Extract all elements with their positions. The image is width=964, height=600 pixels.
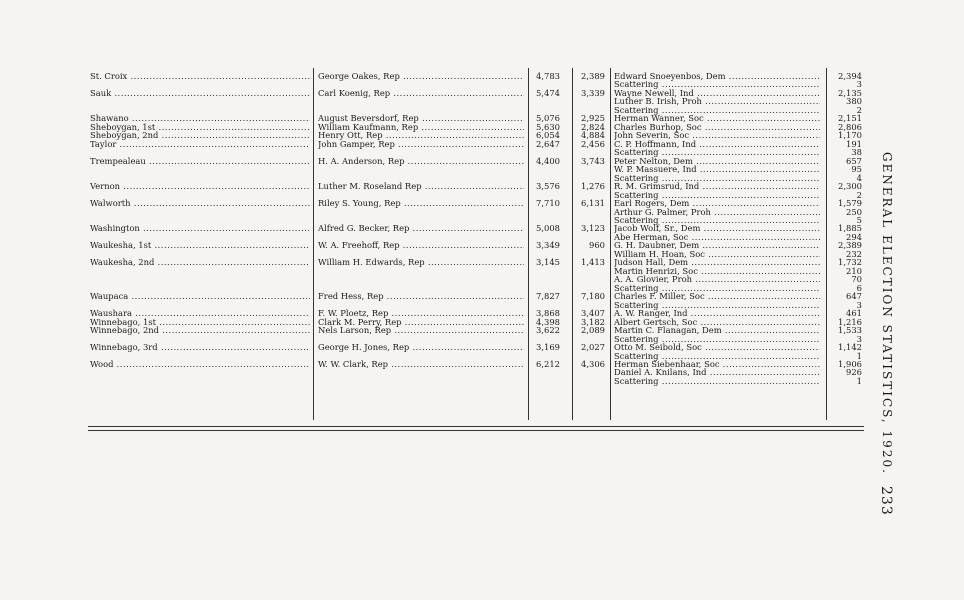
opponent-votes-cell: 1,906 (838, 359, 862, 369)
plurality-cell: 960 (589, 241, 605, 251)
opponent-votes-cell: 2,151 (838, 114, 862, 124)
district-cell: Vernon ..... (90, 182, 310, 191)
winner-cell: Nels Larson, Rep ..... (318, 326, 524, 335)
plurality-cell: 4,884 (581, 131, 605, 141)
opponent-votes-cell: 3 (856, 334, 862, 344)
opponent-cell: Martin Henrizi, Soc ..... (614, 267, 820, 276)
opponent-cell: Scattering ..... (614, 191, 820, 200)
opponent-votes-cell: 5 (856, 215, 862, 225)
opponent-cell: Jacob Wolf, Sr., Dem ..... (614, 224, 820, 233)
opponent-votes-cell: 6 (856, 283, 862, 293)
opponent-votes-cell: 232 (846, 249, 862, 259)
opponent-votes-cell: 4 (856, 173, 862, 183)
opponent-cell: W. P. Massuere, Ind ..... (614, 165, 820, 174)
winner-cell: Fred Hess, Rep ..... (318, 292, 524, 301)
opponent-cell: R. M. Grimsrud, Ind ..... (614, 182, 820, 191)
winner-votes-cell: 5,008 (536, 224, 560, 234)
plurality-cell: 2,089 (581, 326, 605, 336)
winner-cell: F. W. Ploetz, Rep ..... (318, 309, 524, 318)
plurality-cell: 3,407 (581, 309, 605, 319)
district-cell: Waushara ..... (90, 309, 310, 318)
plurality-cell: 2,027 (581, 343, 605, 353)
opponent-cell: Daniel A. Knilans, Ind ..... (614, 368, 820, 377)
plurality-cell: 3,182 (581, 317, 605, 327)
winner-cell: Henry Ott, Rep ..... (318, 131, 524, 140)
plurality-cell: 3,743 (581, 156, 605, 166)
winner-votes-cell: 4,398 (536, 317, 560, 327)
winner-cell: H. A. Anderson, Rep ..... (318, 157, 524, 166)
opponent-cell: Judson Hall, Dem ..... (614, 258, 820, 267)
opponent-votes-cell: 1 (856, 351, 862, 361)
opponent-cell: Herman Wanner, Soc ..... (614, 114, 820, 123)
district-cell: Winnebago, 2nd ..... (90, 326, 310, 335)
winner-cell: August Beversdorf, Rep ..... (318, 114, 524, 123)
opponent-votes-cell: 2,394 (838, 72, 862, 81)
opponent-cell: Earl Rogers, Dem ..... (614, 199, 820, 208)
district-cell: Sheboygan, 1st ..... (90, 123, 310, 132)
opponent-votes-cell: 3 (856, 300, 862, 310)
opponent-cell: Scattering ..... (614, 80, 820, 89)
plurality-cell: 2,456 (581, 139, 605, 149)
opponent-votes-cell: 2 (856, 190, 862, 200)
winner-votes-cell: 5,474 (536, 88, 560, 98)
opponent-votes-cell: 2,300 (838, 182, 862, 192)
winner-votes-cell: 3,169 (536, 343, 560, 353)
opponent-votes-cell: 657 (846, 156, 862, 166)
opponent-votes-cell: 1,579 (838, 199, 862, 209)
winner-votes-cell: 7,710 (536, 199, 560, 209)
winner-votes-cell: 3,576 (536, 182, 560, 192)
opponent-votes-cell: 38 (851, 148, 862, 158)
opponent-cell: Scattering ..... (614, 148, 820, 157)
winner-votes-cell: 3,868 (536, 309, 560, 319)
winner-cell: William Kaufmann, Rep ..... (318, 123, 524, 132)
winner-votes-cell: 3,145 (536, 258, 560, 268)
plurality-cell: 1,413 (581, 258, 605, 268)
winner-cell: W. A. Freehoff, Rep ..... (318, 241, 524, 250)
winner-cell: George H. Jones, Rep ..... (318, 343, 524, 352)
plurality-cell: 7,180 (581, 292, 605, 302)
opponent-votes-cell: 2,806 (838, 122, 862, 132)
opponent-cell: Charles Burhop, Soc ..... (614, 123, 820, 132)
district-cell: Trempealeau ..... (90, 157, 310, 166)
opponent-cell: Scattering ..... (614, 106, 820, 115)
district-cell: Waukesha, 1st ..... (90, 241, 310, 250)
opponent-votes-cell: 210 (846, 266, 862, 276)
bottom-rule-1 (88, 426, 864, 427)
winner-votes-cell: 6,212 (536, 359, 560, 369)
opponent-cell: Albert Gertsch, Soc ..... (614, 318, 820, 327)
district-cell: Walworth ..... (90, 199, 310, 208)
opponent-cell: Abe Herman, Soc ..... (614, 233, 820, 242)
opponent-votes-cell: 1,142 (838, 343, 862, 353)
opponent-cell: Scattering ..... (614, 174, 820, 183)
opponent-cell: Otto M. Seibold, Soc ..... (614, 343, 820, 352)
opponent-cell: William H. Hoan, Soc ..... (614, 250, 820, 259)
opponent-cell: Edward Snoeyenbos, Dem ..... (614, 72, 820, 81)
winner-votes-cell: 7,827 (536, 292, 560, 302)
district-cell: Winnebago, 3rd ..... (90, 343, 310, 352)
bottom-rule-2 (88, 430, 864, 431)
column-rule-1 (313, 68, 314, 420)
district-cell: Taylor ..... (90, 140, 310, 149)
opponent-votes-cell: 1,732 (838, 258, 862, 268)
opponent-cell: Luther B. Irish, Proh ..... (614, 97, 820, 106)
plurality-cell: 1,276 (581, 182, 605, 192)
winner-votes-cell: 4,783 (536, 72, 560, 81)
district-cell: Waupaca ..... (90, 292, 310, 301)
district-cell: Sheboygan, 2nd ..... (90, 131, 310, 140)
running-title: GENERAL ELECTION STATISTICS, 1920. (880, 152, 894, 475)
winner-cell: John Gamper, Rep ..... (318, 140, 524, 149)
opponent-votes-cell: 294 (846, 232, 862, 242)
opponent-votes-cell: 191 (846, 139, 862, 149)
opponent-votes-cell: 1,533 (838, 326, 862, 336)
plurality-cell: 3,123 (581, 224, 605, 234)
opponent-cell: Scattering ..... (614, 301, 820, 310)
winner-votes-cell: 4,400 (536, 156, 560, 166)
winner-votes-cell: 5,630 (536, 122, 560, 132)
winner-cell: Carl Koenig, Rep ..... (318, 89, 524, 98)
winner-votes-cell: 2,647 (536, 139, 560, 149)
opponent-cell: Scattering ..... (614, 284, 820, 293)
plurality-cell: 2,824 (581, 122, 605, 132)
opponent-cell: Martin C. Flanagan, Dem ..... (614, 326, 820, 335)
opponent-votes-cell: 926 (846, 368, 862, 378)
district-cell: Washington ..... (90, 224, 310, 233)
winner-votes-cell: 3,622 (536, 326, 560, 336)
opponent-cell: A. W. Ranger, Ind ..... (614, 309, 820, 318)
opponent-cell: Wayne Newell, Ind ..... (614, 89, 820, 98)
opponent-votes-cell: 95 (851, 165, 862, 175)
opponent-cell: Herman Siebenhaar, Soc ..... (614, 360, 820, 369)
opponent-votes-cell: 2 (856, 105, 862, 115)
opponent-cell: John Severin, Soc ..... (614, 131, 820, 140)
column-rule-4 (610, 68, 611, 420)
opponent-votes-cell: 647 (846, 292, 862, 302)
winner-votes-cell: 3,349 (536, 241, 560, 251)
district-cell: Winnebago, 1st ..... (90, 318, 310, 327)
district-cell: Wood ..... (90, 360, 310, 369)
winner-cell: Riley S. Young, Rep ..... (318, 199, 524, 208)
winner-cell: William H. Edwards, Rep ..... (318, 258, 524, 267)
column-rule-2 (528, 68, 529, 420)
plurality-cell: 6,131 (581, 199, 605, 209)
district-cell: Waukesha, 2nd ..... (90, 258, 310, 267)
winner-cell: George Oakes, Rep ..... (318, 72, 524, 81)
plurality-cell: 2,389 (581, 72, 605, 81)
opponent-votes-cell: 1,885 (838, 224, 862, 234)
district-cell: Sauk ..... (90, 89, 310, 98)
winner-cell: Clark M. Perry, Rep ..... (318, 318, 524, 327)
opponent-votes-cell: 250 (846, 207, 862, 217)
winner-cell: Luther M. Roseland Rep ..... (318, 182, 524, 191)
opponent-votes-cell: 3 (856, 80, 862, 90)
plurality-cell: 4,306 (581, 359, 605, 369)
opponent-votes-cell: 2,389 (838, 241, 862, 251)
district-cell: Shawano ..... (90, 114, 310, 123)
column-rule-3 (572, 68, 573, 420)
plurality-cell: 3,339 (581, 88, 605, 98)
column-rule-5 (826, 68, 827, 420)
opponent-votes-cell: 461 (846, 309, 862, 319)
opponent-votes-cell: 2,135 (838, 88, 862, 98)
opponent-cell: Scattering ..... (614, 352, 820, 361)
winner-votes-cell: 5,076 (536, 114, 560, 124)
opponent-cell: C. P. Hoffmann, Ind ..... (614, 140, 820, 149)
opponent-cell: Arthur G. Palmer, Proh ..... (614, 208, 820, 217)
opponent-votes-cell: 1 (856, 376, 862, 386)
opponent-cell: A. A. Glovier, Proh ..... (614, 275, 820, 284)
page-number: 233 (878, 486, 894, 516)
district-cell: St. Croix ..... (90, 72, 310, 81)
plurality-cell: 2,925 (581, 114, 605, 124)
opponent-votes-cell: 1,170 (838, 131, 862, 141)
opponent-votes-cell: 380 (846, 97, 862, 107)
opponent-cell: Scattering ..... (614, 216, 820, 225)
opponent-cell: Scattering ..... (614, 335, 820, 344)
winner-votes-cell: 6,054 (536, 131, 560, 141)
winner-cell: W. W. Clark, Rep ..... (318, 360, 524, 369)
opponent-votes-cell: 1,216 (838, 317, 862, 327)
opponent-votes-cell: 70 (851, 275, 862, 285)
opponent-cell: Charles F. Miller, Soc ..... (614, 292, 820, 301)
opponent-cell: Scattering ..... (614, 377, 820, 386)
opponent-cell: Peter Nelton, Dem ..... (614, 157, 820, 166)
opponent-cell: G. H. Daubner, Dem ..... (614, 241, 820, 250)
winner-cell: Alfred G. Becker, Rep ..... (318, 224, 524, 233)
